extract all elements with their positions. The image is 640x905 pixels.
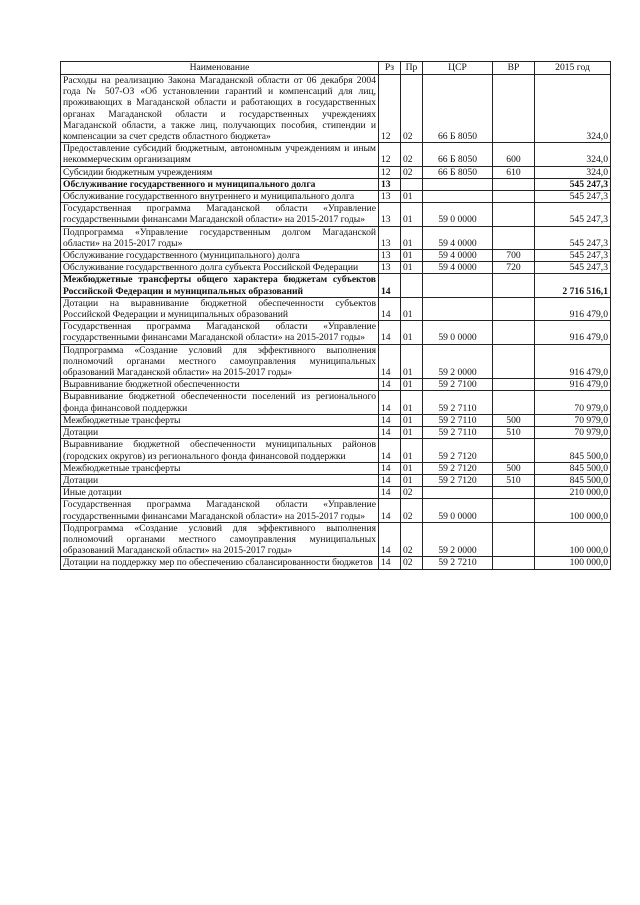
cell-rz: 12 — [379, 143, 401, 166]
cell-pr — [401, 178, 423, 190]
cell-name: Субсидии бюджетным учреждениям — [61, 166, 379, 178]
cell-csr: 66 Б 8050 — [423, 75, 493, 143]
cell-name: Выравнивание бюджетной обеспеченности поселений из регионального фонда финансовой поддержки — [61, 391, 379, 414]
table-row — [61, 274, 611, 297]
table-row — [61, 166, 611, 178]
header-year: 2015 год — [535, 62, 611, 75]
cell-vr — [493, 75, 535, 143]
table-row — [61, 557, 611, 569]
cell-csr — [423, 487, 493, 499]
cell-name: Дотации на выравнивание бюджетной обеспеченности субъектов Российской Федерации и муниципальных образований — [61, 297, 379, 320]
cell-vr — [493, 522, 535, 557]
table-row — [61, 379, 611, 391]
cell-csr: 59 2 7120 — [423, 474, 493, 486]
header-name: Наименование — [61, 62, 379, 75]
cell-vr — [493, 391, 535, 414]
cell-name: Межбюджетные трансферты — [61, 414, 379, 426]
cell-name: Обслуживание государственного (муниципального) долга — [61, 250, 379, 262]
cell-vr — [493, 178, 535, 190]
cell-vr — [493, 321, 535, 344]
cell-amount: 916 479,0 — [535, 321, 611, 344]
cell-pr: 01 — [401, 191, 423, 203]
cell-pr: 01 — [401, 250, 423, 262]
cell-pr — [401, 274, 423, 297]
cell-rz: 12 — [379, 75, 401, 143]
cell-csr — [423, 191, 493, 203]
cell-vr — [493, 439, 535, 462]
cell-pr: 01 — [401, 474, 423, 486]
cell-rz: 14 — [379, 474, 401, 486]
cell-pr: 01 — [401, 344, 423, 379]
cell-rz: 14 — [379, 414, 401, 426]
header-csr: ЦСР — [423, 62, 493, 75]
table-row — [61, 250, 611, 262]
cell-name: Дотации — [61, 474, 379, 486]
cell-vr — [493, 344, 535, 379]
cell-pr: 02 — [401, 499, 423, 522]
table-row — [61, 414, 611, 426]
cell-vr — [493, 226, 535, 249]
cell-rz: 14 — [379, 439, 401, 462]
cell-rz: 14 — [379, 499, 401, 522]
cell-rz: 14 — [379, 391, 401, 414]
cell-amount: 100 000,0 — [535, 557, 611, 569]
cell-rz: 13 — [379, 250, 401, 262]
cell-vr — [493, 379, 535, 391]
cell-rz: 14 — [379, 297, 401, 320]
table-row — [61, 262, 611, 274]
table-row — [61, 297, 611, 320]
cell-amount: 845 500,0 — [535, 439, 611, 462]
cell-name: Государственная программа Магаданской области «Управление государственными финансами Магаданской области» на 2015-2017 годы» — [61, 499, 379, 522]
cell-pr: 01 — [401, 321, 423, 344]
cell-rz: 12 — [379, 166, 401, 178]
cell-amount: 70 979,0 — [535, 427, 611, 439]
cell-pr: 01 — [401, 439, 423, 462]
cell-name: Выравнивание бюджетной обеспеченности — [61, 379, 379, 391]
cell-csr — [423, 274, 493, 297]
table-row — [61, 427, 611, 439]
cell-pr: 01 — [401, 226, 423, 249]
cell-name: Государственная программа Магаданской области «Управление государственными финансами Магаданской области» на 2015-2017 годы» — [61, 321, 379, 344]
cell-pr: 02 — [401, 557, 423, 569]
cell-amount: 545 247,3 — [535, 226, 611, 249]
cell-name: Иные дотации — [61, 487, 379, 499]
header-row — [61, 62, 611, 75]
cell-rz: 14 — [379, 321, 401, 344]
cell-rz: 14 — [379, 462, 401, 474]
cell-name: Подпрограмма «Управление государственным долгом Магаданской области» на 2015-2017 годы» — [61, 226, 379, 249]
cell-rz: 13 — [379, 262, 401, 274]
table-row — [61, 462, 611, 474]
cell-vr: 500 — [493, 462, 535, 474]
cell-csr: 66 Б 8050 — [423, 166, 493, 178]
cell-csr: 66 Б 8050 — [423, 143, 493, 166]
header-vr: ВР — [493, 62, 535, 75]
cell-vr — [493, 191, 535, 203]
cell-amount: 210 000,0 — [535, 487, 611, 499]
cell-vr — [493, 274, 535, 297]
cell-vr: 600 — [493, 143, 535, 166]
cell-csr: 59 2 7100 — [423, 379, 493, 391]
table-row — [61, 474, 611, 486]
cell-vr: 510 — [493, 474, 535, 486]
table-row — [61, 75, 611, 143]
cell-csr: 59 0 0000 — [423, 203, 493, 226]
cell-rz: 13 — [379, 226, 401, 249]
cell-rz: 13 — [379, 178, 401, 190]
cell-csr: 59 2 7110 — [423, 414, 493, 426]
cell-csr — [423, 297, 493, 320]
cell-csr: 59 2 7110 — [423, 391, 493, 414]
cell-name: Выравнивание бюджетной обеспеченности муниципальных районов (городских округов) из регионального фонда финансовой поддержки — [61, 439, 379, 462]
cell-vr — [493, 203, 535, 226]
cell-csr: 59 2 0000 — [423, 522, 493, 557]
table-row — [61, 391, 611, 414]
cell-vr — [493, 499, 535, 522]
cell-name: Обслуживание государственного и муниципального долга — [61, 178, 379, 190]
cell-csr: 59 4 0000 — [423, 262, 493, 274]
header-pr: Пр — [401, 62, 423, 75]
cell-name: Дотации — [61, 427, 379, 439]
cell-rz: 14 — [379, 379, 401, 391]
cell-pr: 01 — [401, 379, 423, 391]
cell-name: Предоставление субсидий бюджетным, автономным учреждениям и иным некоммерческим организациям — [61, 143, 379, 166]
cell-name: Обслуживание государственного долга субъекта Российской Федерации — [61, 262, 379, 274]
cell-rz: 13 — [379, 191, 401, 203]
cell-amount: 916 479,0 — [535, 344, 611, 379]
cell-name: Межбюджетные трансферты общего характера бюджетам субъектов Российской Федерации и муниципальных образований — [61, 274, 379, 297]
cell-vr — [493, 487, 535, 499]
cell-csr: 59 4 0000 — [423, 250, 493, 262]
cell-name: Межбюджетные трансферты — [61, 462, 379, 474]
cell-csr: 59 2 0000 — [423, 344, 493, 379]
cell-vr: 700 — [493, 250, 535, 262]
cell-amount: 916 479,0 — [535, 297, 611, 320]
cell-amount: 100 000,0 — [535, 499, 611, 522]
table-row — [61, 178, 611, 190]
cell-vr — [493, 557, 535, 569]
cell-amount: 324,0 — [535, 166, 611, 178]
cell-pr: 01 — [401, 427, 423, 439]
cell-csr: 59 2 7120 — [423, 462, 493, 474]
cell-csr — [423, 178, 493, 190]
table-row — [61, 439, 611, 462]
cell-pr: 01 — [401, 414, 423, 426]
cell-pr: 02 — [401, 166, 423, 178]
cell-amount: 545 247,3 — [535, 250, 611, 262]
cell-name: Дотации на поддержку мер по обеспечению сбалансированности бюджетов — [61, 557, 379, 569]
cell-csr: 59 2 7120 — [423, 439, 493, 462]
cell-csr: 59 0 0000 — [423, 321, 493, 344]
cell-amount: 545 247,3 — [535, 178, 611, 190]
table-row — [61, 522, 611, 557]
cell-amount: 70 979,0 — [535, 414, 611, 426]
cell-name: Обслуживание государственного внутреннего и муниципального долга — [61, 191, 379, 203]
cell-pr: 02 — [401, 522, 423, 557]
cell-csr: 59 2 7210 — [423, 557, 493, 569]
cell-amount: 324,0 — [535, 75, 611, 143]
cell-pr: 02 — [401, 75, 423, 143]
cell-name: Подпрограмма «Создание условий для эффективного выполнения полномочий органами местного самоуправления муниципальных образований Магаданской области» на 2015-2017 годы» — [61, 522, 379, 557]
cell-pr: 01 — [401, 203, 423, 226]
cell-name: Подпрограмма «Создание условий для эффективного выполнения полномочий органами местного самоуправления муниципальных образований Магаданской области» на 2015-2017 годы» — [61, 344, 379, 379]
table-row — [61, 191, 611, 203]
cell-vr: 720 — [493, 262, 535, 274]
cell-amount: 916 479,0 — [535, 379, 611, 391]
table-row — [61, 321, 611, 344]
cell-name: Государственная программа Магаданской области «Управление государственными финансами Магаданской области» на 2015-2017 годы» — [61, 203, 379, 226]
cell-vr: 610 — [493, 166, 535, 178]
cell-vr — [493, 297, 535, 320]
table-row — [61, 487, 611, 499]
cell-pr: 01 — [401, 262, 423, 274]
cell-amount: 2 716 516,1 — [535, 274, 611, 297]
cell-amount: 545 247,3 — [535, 262, 611, 274]
cell-rz: 14 — [379, 487, 401, 499]
table-row — [61, 143, 611, 166]
table-row — [61, 344, 611, 379]
cell-amount: 324,0 — [535, 143, 611, 166]
cell-rz: 14 — [379, 427, 401, 439]
cell-vr: 510 — [493, 427, 535, 439]
cell-amount: 845 500,0 — [535, 462, 611, 474]
cell-rz: 14 — [379, 522, 401, 557]
header-rz: Рз — [379, 62, 401, 75]
cell-amount: 100 000,0 — [535, 522, 611, 557]
cell-pr: 02 — [401, 143, 423, 166]
cell-csr: 59 0 0000 — [423, 499, 493, 522]
cell-amount: 545 247,3 — [535, 203, 611, 226]
budget-table — [60, 61, 611, 570]
cell-rz: 14 — [379, 274, 401, 297]
table-row — [61, 203, 611, 226]
cell-vr: 500 — [493, 414, 535, 426]
cell-rz: 14 — [379, 557, 401, 569]
cell-rz: 13 — [379, 203, 401, 226]
cell-amount: 70 979,0 — [535, 391, 611, 414]
cell-pr: 01 — [401, 391, 423, 414]
cell-csr: 59 2 7110 — [423, 427, 493, 439]
cell-rz: 14 — [379, 344, 401, 379]
table-row — [61, 499, 611, 522]
cell-pr: 01 — [401, 297, 423, 320]
cell-csr: 59 4 0000 — [423, 226, 493, 249]
cell-pr: 01 — [401, 462, 423, 474]
cell-amount: 545 247,3 — [535, 191, 611, 203]
cell-pr: 02 — [401, 487, 423, 499]
table-row — [61, 226, 611, 249]
cell-name: Расходы на реализацию Закона Магаданской области от 06 декабря 2004 года № 507-ОЗ «Об установлении гарантий и компенсаций для лиц, проживающих в Магаданской области и работающих в государственных органах Магаданской области и государственных учреждениях Магаданской области, а также лиц, получающих пособия, стипендии и компенсации за счет средств областного бюджета» — [61, 75, 379, 143]
cell-amount: 845 500,0 — [535, 474, 611, 486]
